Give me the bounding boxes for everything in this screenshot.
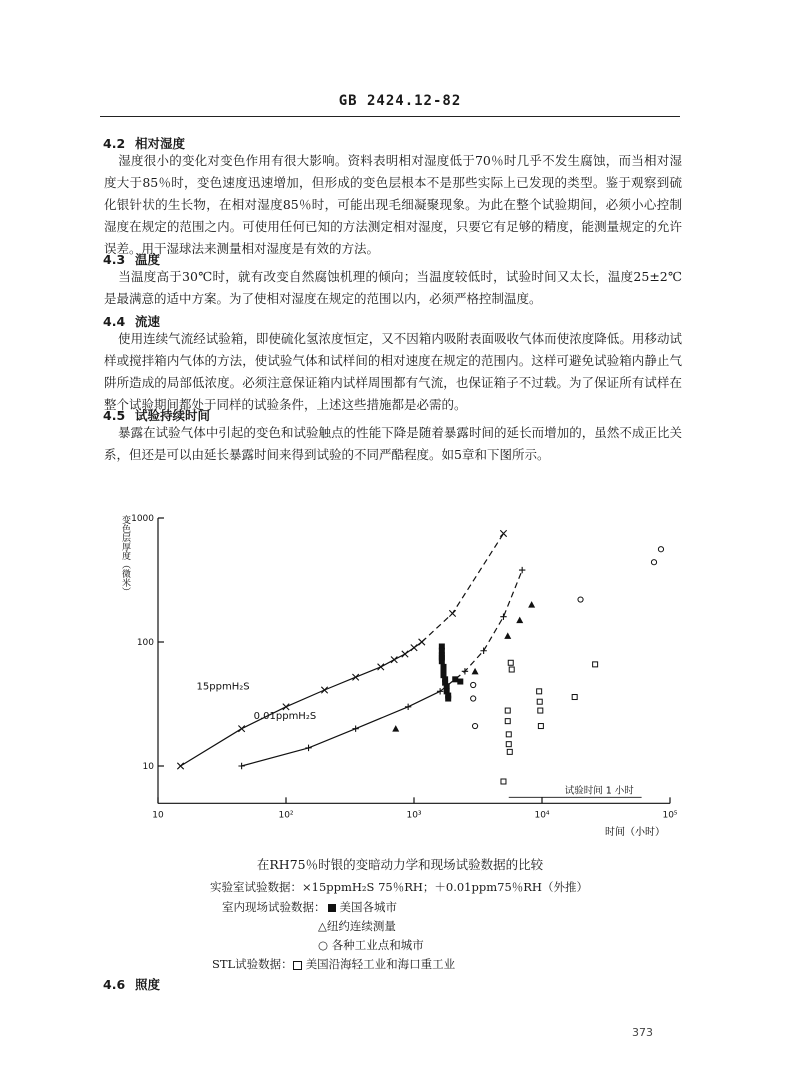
legend-lab-text: ×15ppmH₂S 75％RH；＋0.01ppm75％RH（外推） (302, 880, 588, 894)
triangle-marker (392, 725, 399, 732)
plus-marker (305, 745, 311, 751)
triangle-marker (504, 632, 511, 639)
tarnish-kinetics-chart (0, 495, 800, 850)
cross-marker (177, 763, 183, 769)
x-tick-label: 10 (152, 810, 164, 821)
section-title: 相对湿度 (135, 136, 186, 151)
section-number: 4.5 (103, 408, 126, 423)
legend-field-label: 室内现场试验数据： (222, 900, 326, 914)
circle-marker (472, 723, 477, 728)
cross-marker (449, 610, 455, 616)
open-square-marker (505, 708, 510, 713)
section-number: 4.3 (103, 252, 126, 267)
open-square-marker (572, 695, 577, 700)
legend-lab-data (210, 879, 588, 895)
curve-label-001ppm: 0.01ppmH₂S (253, 710, 317, 722)
y-tick-label: 1000 (131, 514, 154, 524)
y-axis-label: 变色层厚度（微米） (120, 515, 130, 596)
section-title: 照度 (135, 977, 161, 992)
x-tick-label: 10⁴ (534, 810, 550, 821)
filled-square-marker (457, 679, 463, 685)
paragraph-text: 湿度很小的变化对变色作用有很大影响。资料表明相对湿度低于70％时几乎不发生腐蚀，而当相对湿度大于85％时，变色速度迅速增加，但形成的变色层根本不是那些实际上已发现的类型。鉴于观察到硫化银针状的生长物，在相对湿度85％时，可能出现毛细凝聚现象。为此在整个试验期间，必须小心控制湿度在规定的范围之内。可使用任何已知的方法测定相对湿度，只要它有足够的精度，能测量规定的允许误差。用干湿球法来测量相对湿度是有效的方法。 (104, 153, 682, 256)
open-square-marker (508, 660, 513, 665)
x-axis-label: 时间（小时） (605, 827, 665, 838)
circle-marker (651, 560, 656, 565)
plus-marker (519, 567, 525, 573)
section-title: 试验持续时间 (135, 408, 211, 423)
open-square-marker (501, 779, 506, 784)
plus-marker (405, 704, 411, 710)
y-tick-label: 10 (142, 762, 154, 772)
section-text-4-3 (104, 266, 682, 310)
plus-marker (238, 763, 244, 769)
cross-marker (411, 644, 417, 650)
x-tick-label: 10⁵ (662, 810, 678, 821)
open-square-marker (538, 724, 543, 729)
legend-lab-label: 实验室试验数据： (210, 880, 302, 894)
cross-marker (238, 725, 244, 731)
x-tick-label: 10² (278, 810, 294, 821)
open-square-marker (509, 667, 514, 672)
triangle-marker (472, 668, 479, 675)
circle-marker (471, 682, 476, 687)
open-square-marker (507, 749, 512, 754)
section-heading-4-6 (103, 975, 160, 993)
circle-marker (658, 547, 663, 552)
plus-marker (352, 725, 358, 731)
legend-field-data (222, 899, 397, 915)
open-square-marker (537, 699, 542, 704)
paragraph-text: 使用连续气流经试验箱，即使硫化氢浓度恒定，又不因箱内吸附表面吸收气体而使浓度降低。用移动试样或搅拌箱内气体的方法，使试验气体和试样间的相对速度在规定的范围内。这样可避免试验箱内静止气阱所造成的局部低浓度。必须注意保证箱内试样周围都有气流，也保证箱子不过载。为了保证所有试样在整个试验期间都处于同样的试验条件，上述这些措施都是必需的。 (104, 331, 682, 412)
cross-marker (352, 674, 358, 680)
x-tick-label: 10³ (406, 810, 422, 821)
circle-marker (471, 696, 476, 701)
paragraph-text: 当温度高于30℃时，就有改变自然腐蚀机理的倾向；当温度较低时，试验时间又太长，温度25±2℃是最满意的适中方案。为了使相对湿度在规定的范围以内，必须严格控制温度。 (104, 269, 682, 306)
section-title: 温度 (135, 252, 161, 267)
section-text-4-5 (104, 422, 682, 466)
plus-marker (480, 648, 486, 654)
filled-square-marker (440, 667, 446, 673)
filled-square-marker (439, 654, 445, 660)
section-text-4-2 (104, 150, 682, 260)
hour-annotation: 试验时间 1 小时 (564, 785, 634, 797)
open-square-marker (537, 689, 542, 694)
open-square-marker (506, 732, 511, 737)
curve-label-15ppm: 15ppmH₂S (196, 681, 250, 693)
cross-marker (391, 656, 397, 662)
curve-001ppm-dashed (440, 570, 522, 691)
legend-field-1: 美国各城市 (339, 900, 397, 914)
cross-marker (378, 664, 384, 670)
curve-15ppm-solid (181, 642, 422, 766)
legend-field-3: ○ 各种工业点和城市 (318, 938, 424, 952)
section-title: 流速 (135, 314, 161, 329)
cross-marker (321, 687, 327, 693)
curve-15ppm-dashed (422, 534, 504, 643)
paragraph-text: 暴露在试验气体中引起的变色和试验触点的性能下降是随着暴露时间的延长而增加的，虽然不成正比关系，但还是可以由延长暴露时间来得到试验的不同严酷程度。如5章和下图所示。 (104, 425, 682, 462)
open-square-marker (538, 708, 543, 713)
triangle-marker (528, 601, 535, 608)
section-number: 4.4 (103, 314, 126, 329)
open-square-marker (506, 742, 511, 747)
open-square-marker (593, 662, 598, 667)
section-number: 4.2 (103, 136, 126, 151)
cross-marker (500, 530, 506, 536)
open-square-marker (505, 719, 510, 724)
legend-stl-text: 美国沿海轻工业和海口重工业 (305, 957, 456, 971)
filled-square-icon (328, 904, 336, 912)
legend-field-2: △纽约连续测量 (318, 919, 396, 933)
cross-marker (419, 639, 425, 645)
header-rule (100, 116, 680, 117)
cross-marker (402, 651, 408, 657)
standard-header: GB 2424.12-82 (338, 93, 462, 109)
cross-marker (283, 704, 289, 710)
circle-marker (578, 597, 583, 602)
filled-square-marker (444, 683, 450, 689)
plus-marker (500, 613, 506, 619)
curve-001ppm-solid (242, 691, 441, 766)
page-number: 373 (632, 1026, 653, 1039)
figure-title: 在RH75％时银的变暗动力学和现场试验数据的比较 (256, 857, 544, 872)
legend-stl-label: STL试验数据： (212, 957, 293, 971)
filled-square-marker (445, 696, 451, 702)
y-tick-label: 100 (136, 638, 154, 648)
section-number: 4.6 (103, 977, 126, 992)
section-text-4-4 (104, 328, 682, 416)
triangle-marker (516, 617, 523, 624)
open-square-icon (293, 961, 302, 970)
legend-stl-data (212, 956, 455, 972)
